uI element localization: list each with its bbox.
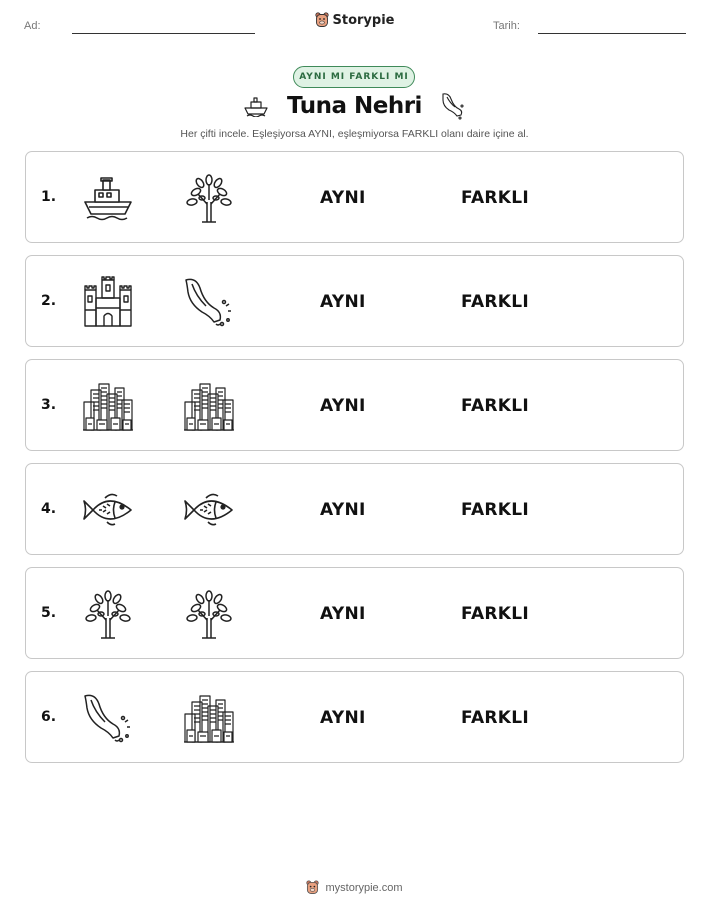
option-different[interactable]: FARKLI xyxy=(461,292,530,312)
question-number: 3. xyxy=(41,397,57,413)
storypie-logo xyxy=(0,12,709,28)
option-different[interactable]: FARKLI xyxy=(461,708,530,728)
option-different[interactable]: FARKLI xyxy=(461,396,530,416)
question-row-3 xyxy=(25,359,684,451)
option-same[interactable]: AYNI xyxy=(320,500,366,520)
fish-icon xyxy=(182,484,236,536)
name-label: Ad: xyxy=(24,20,41,32)
castle-icon xyxy=(81,276,135,328)
tree-icon xyxy=(182,172,236,224)
question-number: 1. xyxy=(41,189,57,205)
option-same[interactable]: AYNI xyxy=(320,396,366,416)
fish-icon xyxy=(81,484,135,536)
bear-logo-icon xyxy=(315,12,329,28)
city-icon xyxy=(182,692,236,744)
option-same[interactable]: AYNI xyxy=(320,708,366,728)
bear-logo-icon xyxy=(306,880,319,895)
instructions: Her çifti incele. Eşleşiyorsa AYNI, eşleşmiyorsa FARKLI olanı daire içine al. xyxy=(180,128,529,140)
question-row-5 xyxy=(25,567,684,659)
question-number: 4. xyxy=(41,501,57,517)
tree-icon xyxy=(182,588,236,640)
city-icon xyxy=(81,380,135,432)
tree-icon xyxy=(81,588,135,640)
option-same[interactable]: AYNI xyxy=(320,188,366,208)
river-icon xyxy=(440,92,466,120)
worksheet-type-badge: AYNI MI FARKLI MI xyxy=(293,66,415,88)
title-row xyxy=(0,92,709,120)
river-icon xyxy=(81,692,135,744)
page-title: Tuna Nehri xyxy=(287,93,422,119)
boat-icon xyxy=(243,95,269,117)
option-different[interactable]: FARKLI xyxy=(461,604,530,624)
boat-icon xyxy=(81,172,135,224)
question-number: 2. xyxy=(41,293,57,309)
footer-url[interactable]: mystorypie.com xyxy=(325,881,403,894)
option-different[interactable]: FARKLI xyxy=(461,188,530,208)
date-label: Tarih: xyxy=(493,20,520,32)
river-icon xyxy=(182,276,236,328)
question-row-6 xyxy=(25,671,684,763)
footer xyxy=(0,880,709,895)
question-row-4 xyxy=(25,463,684,555)
option-different[interactable]: FARKLI xyxy=(461,500,530,520)
brand-name: Storypie xyxy=(332,12,395,28)
question-number: 5. xyxy=(41,605,57,621)
question-number: 6. xyxy=(41,709,57,725)
question-row-1 xyxy=(25,151,684,243)
date-line[interactable] xyxy=(538,33,686,34)
option-same[interactable]: AYNI xyxy=(320,604,366,624)
city-icon xyxy=(182,380,236,432)
question-row-2 xyxy=(25,255,684,347)
name-line[interactable] xyxy=(72,33,255,34)
option-same[interactable]: AYNI xyxy=(320,292,366,312)
